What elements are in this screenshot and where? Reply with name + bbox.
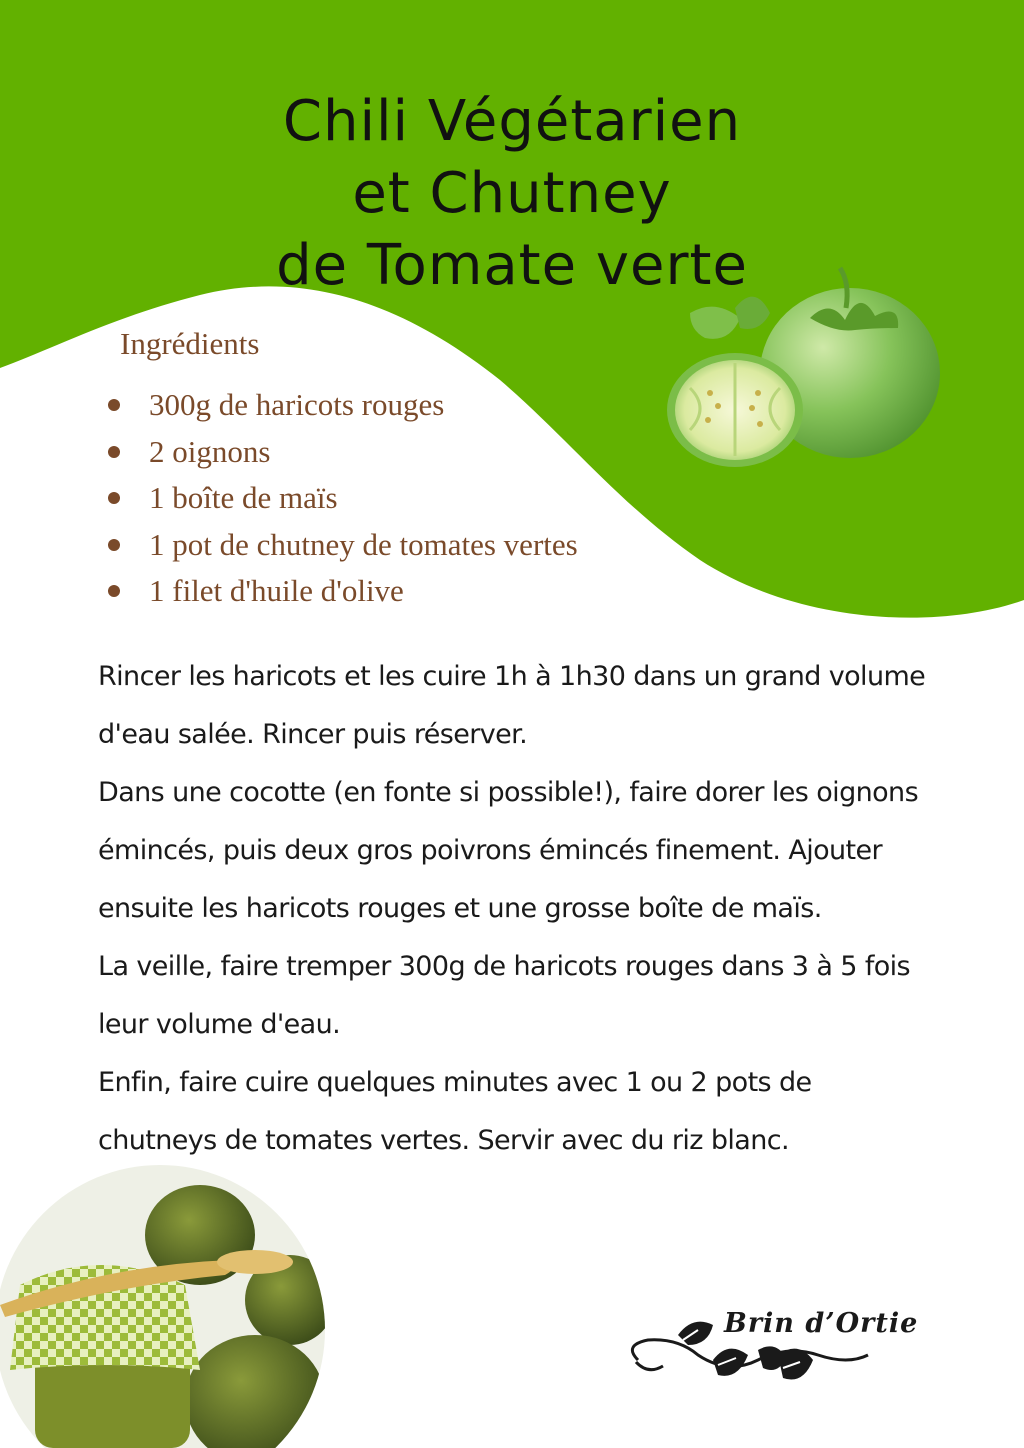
list-item (106, 382, 578, 429)
title-line-3: de Tomate verte (276, 232, 748, 298)
instruction-paragraph: La veille, faire tremper 300g de haricots rouges dans 3 à 5 fois leur volume d'eau. (98, 951, 911, 1040)
list-item (106, 568, 578, 615)
instructions-block (98, 648, 938, 1170)
bullet-icon (108, 399, 120, 411)
bullet-icon (108, 446, 120, 458)
ingredient-text: 1 pot de chutney de tomates vertes (149, 526, 578, 562)
instruction-paragraph: Dans une cocotte (en fonte si possible!), faire dorer les oignons émincés, puis deux gros poivrons émincés finement. Ajouter ensuite les haricots rouges et une grosse boîte de maïs. (98, 777, 919, 924)
instruction-paragraph: Enfin, faire cuire quelques minutes avec 1 ou 2 pots de chutneys de tomates vertes. Servir avec du riz blanc. (98, 1067, 812, 1156)
ingredient-text: 300g de haricots rouges (149, 387, 445, 422)
chutney-jar-photo (0, 1165, 330, 1448)
brand-logo-text: Brin d’Ortie (724, 1308, 919, 1339)
list-item (106, 429, 578, 476)
ingredient-text: 1 filet d'huile d'olive (149, 573, 404, 608)
title-line-2: et Chutney (352, 160, 672, 226)
bullet-icon (108, 539, 120, 551)
bullet-icon (108, 492, 120, 504)
ingredient-text: 1 boîte de maïs (149, 480, 338, 515)
instruction-paragraph: Rincer les haricots et les cuire 1h à 1h30 dans un grand volume d'eau salée. Rincer puis réserver. (98, 661, 926, 750)
ingredients-heading: Ingrédients (120, 326, 260, 361)
title-line-1: Chili Végétarien (282, 88, 742, 154)
list-item (106, 522, 578, 569)
ingredient-text: 2 oignons (149, 433, 271, 469)
list-item (106, 475, 578, 522)
ingredients-list (106, 382, 578, 615)
bullet-icon (108, 585, 120, 597)
green-tomato-icon (660, 258, 950, 473)
